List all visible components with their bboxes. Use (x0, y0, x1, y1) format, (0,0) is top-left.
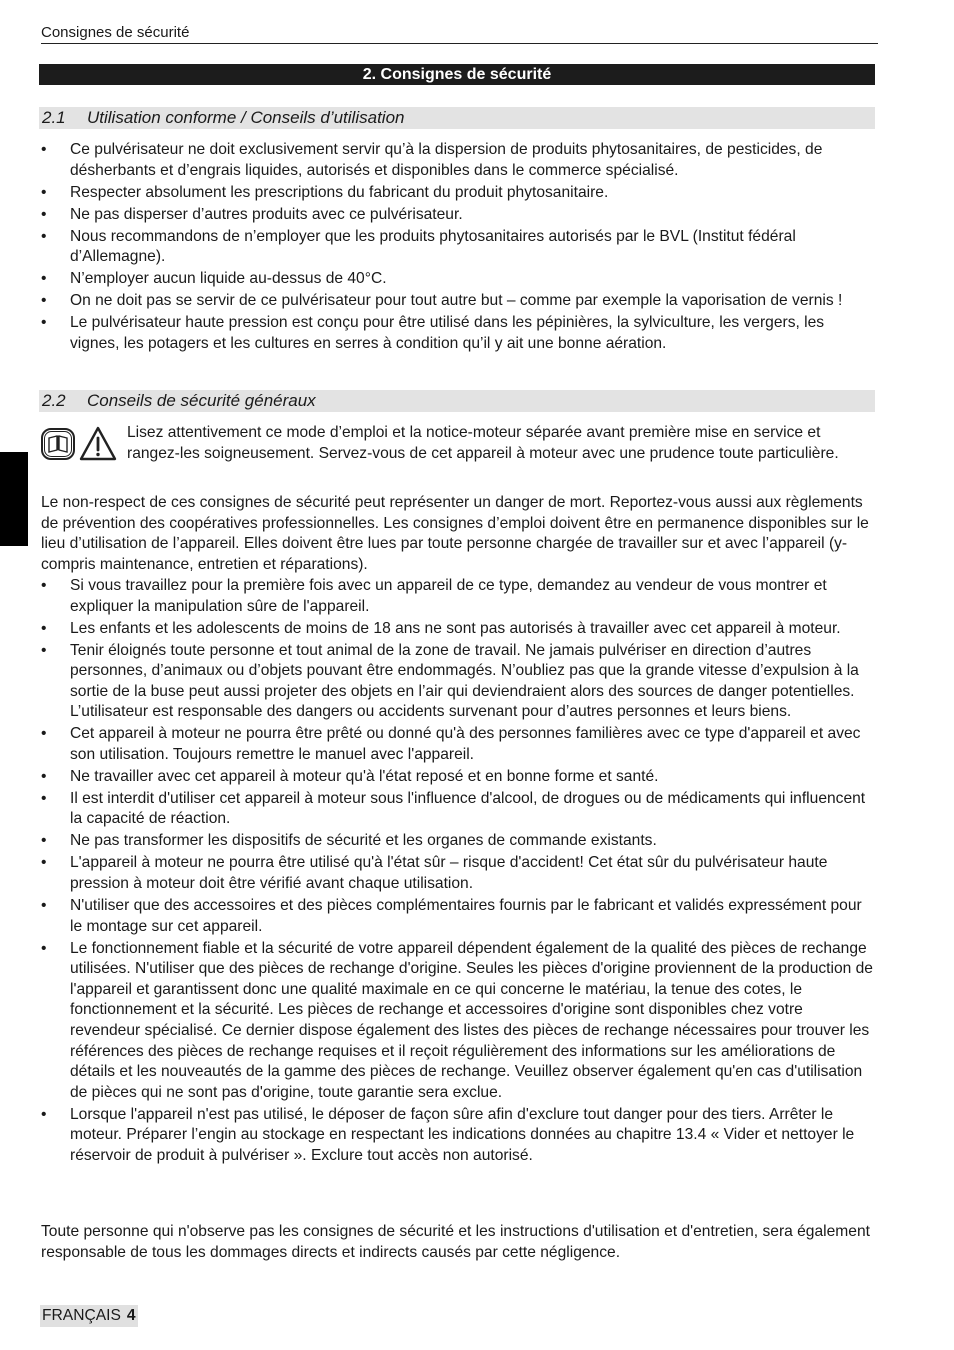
list-item: • Tenir éloignés toute personne et tout animal de la zone de travail. Ne jamais pulvériser en direction d’autres personnes, d’animaux ou d’objets pouvant être endommagés. N’oubliez pas que la grande vitesse d’expulsion à la sortie de la buse peut aussi projeter des objets en l’air qui deviendraient alors des sources de danger potentielles. L’utilisateur est responsable des dangers ou accidents survenant pour d’autres personnes et leurs biens. (41, 641, 875, 723)
list-item: • L'appareil à moteur ne pourra être utilisé qu'à l'état sûr – risque d'accident! Cet état sûr du pulvérisateur haute pression à moteur doit être vérifié avant chaque utilisation. (41, 853, 875, 894)
list-item: • Le pulvérisateur haute pression est conçu pour être utilisé dans les pépinières, la sylviculture, les vergers, les vignes, les potagers et les cultures en serres à condition qu’il y ait une bonne aération. (41, 313, 875, 354)
chapter-title: 2. Consignes de sécurité (39, 64, 875, 85)
page-footer (40, 1305, 138, 1327)
language-thumb-tab (0, 452, 28, 546)
manual-book-icon (42, 429, 74, 459)
running-header (41, 24, 878, 44)
warning-icons (41, 425, 121, 463)
list-item: • Il est interdit d'utiliser cet appareil à moteur sous l'influence d'alcool, de drogues ou de médicaments qui influencent la capacité de réaction. (41, 789, 875, 830)
warning-text: Lisez attentivement ce mode d’emploi et la notice-moteur séparée avant première mise en service et rangez-les soigneusement. Servez-vous de cet appareil à moteur avec une prudence toute particulière. (127, 424, 839, 462)
footer-language: FRANÇAIS (42, 1307, 121, 1324)
safety-intro-paragraph: Le non-respect de ces consignes de sécurité peut représenter un danger de mort. Reportez-vous aussi aux règlements de prévention des coopératives professionnelles. Les consignes d’emploi doivent être en permanence disponibles sur le lieu d’utilisation de l’appareil. Elles doivent être lues par toute personne chargée de travailler sur et avec l’appareil (y-compris maintenance, entretien et réparations). (41, 494, 869, 573)
list-item: • On ne doit pas se servir de ce pulvérisateur pour tout autre but – comme par exemple la vaporisation de vernis ! (41, 291, 875, 312)
list-item: • Ce pulvérisateur ne doit exclusivement servir qu’à la dispersion de produits phytosanitaires, de pesticides, de désherbants et d’engrais liquides, autorisés et disponibles dans le commerce spécialisé. (41, 140, 875, 181)
list-item: • Ne pas disperser d’autres produits avec ce pulvérisateur. (41, 205, 875, 226)
list-item: • N'utiliser que des accessoires et des pièces complémentaires fournis par le fabricant et validés expressément pour le montage sur cet appareil. (41, 896, 875, 937)
warning-triangle-icon (81, 428, 115, 459)
section-heading-2-1 (39, 107, 875, 129)
list-item: • Cet appareil à moteur ne pourra être prêté ou donné qu'à des personnes familières avec ce type d'appareil et avec son utilisation. Toujours remettre le manuel avec l'appareil. (41, 724, 875, 765)
list-item: • N’employer aucun liquide au-dessus de 40°C. (41, 269, 875, 290)
page-number: 4 (126, 1307, 136, 1324)
list-item: • Respecter absolument les prescriptions du fabricant du produit phytosanitaire. (41, 183, 875, 204)
section-number: 2.2 (42, 391, 66, 410)
list-item: • Si vous travaillez pour la première fois avec un appareil de ce type, demandez au vendeur de vous montrer et expliquer la manipulation sûre de l'appareil. (41, 576, 875, 617)
section-title: Conseils de sécurité généraux (87, 391, 316, 410)
running-header-title: Consignes de sécurité (41, 24, 190, 41)
list-item: • Lorsque l'appareil n'est pas utilisé, le déposer de façon sûre afin d'exclure tout danger pour des tiers. Arrêter le moteur. Préparer l’engin au stockage en respectant les indications données au chapitre 13.4 « Vider et nettoyer le réservoir de produit à pulvériser ». Exclure tout accès non autorisé. (41, 1105, 875, 1167)
list-item: • Nous recommandons de n’employer que les produits phytosanitaires autorisés par le BVL (Institut fédéral d’Allemagne). (41, 227, 875, 268)
section-title: Utilisation conforme / Conseils d’utilisation (87, 108, 405, 127)
closing-paragraph: Toute personne qui n'observe pas les consignes de sécurité et les instructions d'utilisation et d'entretien, sera également responsable de tous les dommages directs et indirects causés par cette négligence. (41, 1223, 870, 1261)
list-item: • Le fonctionnement fiable et la sécurité de votre appareil dépendent également de la qualité des pièces de rechange utilisées. N'utiliser que des pièces de rechange d'origine. Seules les pièces d'origine proviennent de la production de l'appareil et garantissent donc une qualité maximale en ce qui concerne le matériau, la tenue des cotes, le fonctionnement et la sécurité. Les pièces de rechange et accessoires d'origine sont disponibles chez votre revendeur spécialisé. Ce dernier dispose également des listes des pièces de rechange nécessaires pour trouver les références des pièces de rechange requises et il reçoit régulièrement des informations sur les améliorations de détails et les nouveautés de la gamme des pièces de rechange. Veuillez observer également qu'en cas d'utilisation de pièces qui ne sont pas d'origine, toute garantie sera exclue. (41, 939, 875, 1104)
list-item: • Les enfants et les adolescents de moins de 18 ans ne sont pas autorisés à travailler avec cet appareil à moteur. (41, 619, 875, 640)
section-number: 2.1 (42, 108, 66, 127)
list-item: • Ne pas transformer les dispositifs de sécurité et les organes de commande existants. (41, 831, 875, 852)
read-manual-warning (41, 423, 875, 464)
usage-bullet-list (41, 140, 875, 356)
general-safety-bullet-list (41, 576, 875, 1168)
section-heading-2-2 (39, 390, 875, 412)
list-item: • Ne travailler avec cet appareil à moteur qu'à l'état reposé et en bonne forme et santé. (41, 767, 875, 788)
